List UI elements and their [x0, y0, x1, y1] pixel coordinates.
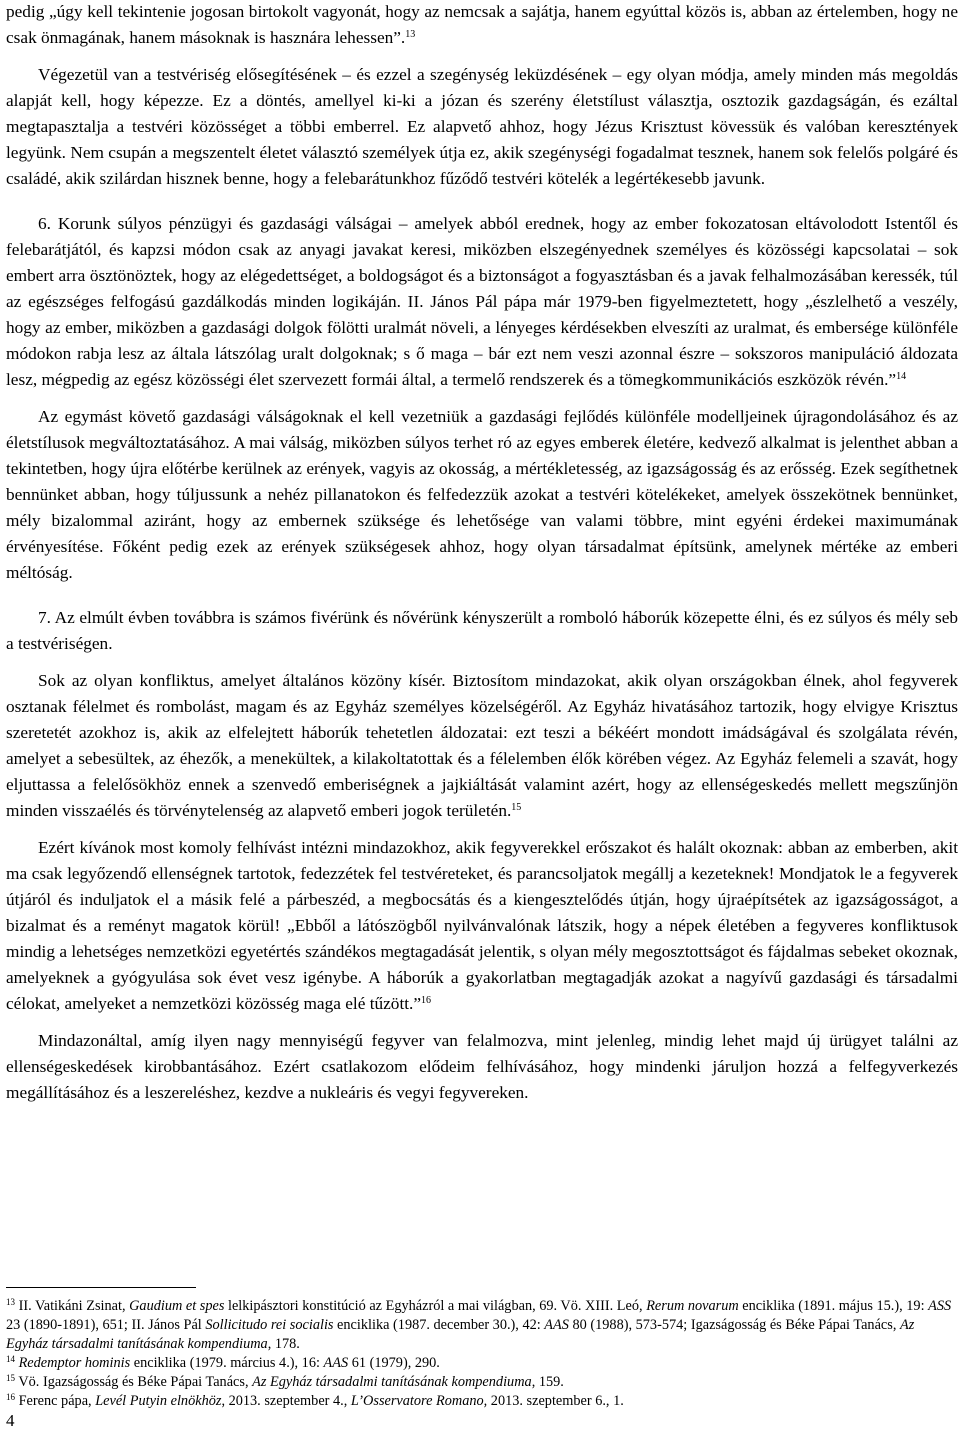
footnote	[6, 1354, 958, 1373]
paragraph-text: 7. Az elmúlt évben továbbra is számos fivérünk és nővérünk kényszerült a romboló háborúk közepette élni, és ez súlyos és mély seb a testvériségen.	[6, 608, 958, 653]
paragraph-text: Sok az olyan konfliktus, amelyet általános közöny kísér. Biztosítom mindazokat, akik olyan országokban élnek, ahol fegyverek osztanak félelmet és rombolást, magam és az Egyház személyes közelségéről. Az Egyház hivatásához tartozik, hogy elvigye Krisztus szeretetét azokhoz is, akik az elfelejtett háborúk tehetetlen áldozatai: ezt teszi a békéért mondott imádságával és szolgálata révén, amelyet a sebesültek, az éhezők, a menekültek, a kilakoltatottak és a félelemben élők körében végez. Az Egyház felemeli a szavát, hogy eljuttassa a felelősökhöz ennek a szenvedő emberiségnek a jajkiáltását valamint azért, hogy az ellenségeskedés mellett megszűnjön minden visszaélés és törvénytelenség az alapvető emberi jogok területén.	[6, 671, 958, 820]
footnote-ref[interactable]: 16	[421, 995, 432, 1006]
footnote-segment: , 2013. szeptember 4.,	[221, 1393, 351, 1409]
footnote-italic-segment: Az Egyház társadalmi tanításának kompendiuma	[252, 1374, 532, 1390]
footnote-number: 16	[6, 1392, 15, 1402]
paragraph	[6, 605, 958, 657]
paragraph-text: Végezetül van a testvériség elősegítésének – és ezzel a szegénység leküzdésének – egy olyan módja, amely minden más megoldás alapját kell, hogy képezze. Ez a döntés, amellyel ki-ki a józan és szerény életstílust választja, osztozik gazdagságán, és ezáltal megtapasztalja a testvéri közösséget a többi emberrel. Ez alapvető ahhoz, hogy Jézus Krisztust kövessük és valóban keresztények legyünk. Nem csupán a megszentelt életet választó személyek útja ez, akik szegénységi fogadalmat tesznek, hanem sok felelős polgáré és családé, akik szilárdan hisznek benne, hogy a felebarátunkhoz fűződő testvéri kötelék a legértékesebb javunk.	[6, 65, 958, 188]
footnote-segment: enciklika (1987. december 30.), 42:	[333, 1317, 545, 1333]
footnote-number: 14	[6, 1354, 15, 1364]
paragraph	[6, 668, 958, 824]
footnote-number: 15	[6, 1373, 15, 1383]
footnote-italic-segment: Az Egyház társadalmi tanításának kompendiuma	[6, 1317, 915, 1352]
footnote-text	[6, 1298, 951, 1352]
paragraph-text: Mindazonáltal, amíg ilyen nagy mennyiségű fegyver van felalmozva, mint jelenleg, mindig lehet majd új ürügyet találni az ellenségeskedések kirobbantásához. Ezért csatlakozom elődeim felhívásához, hogy mindenki járuljon hozzá a felfegyverkezés megállításához és a leszereléshez, kezdve a nukleáris és vegyi fegyvereken.	[6, 1031, 958, 1102]
footnote-italic-segment: ASS	[928, 1298, 952, 1314]
footnote-number: 13	[6, 1297, 15, 1307]
footnote-text	[19, 1393, 624, 1409]
footnote	[6, 1392, 958, 1411]
page-number: 4	[6, 1411, 15, 1430]
paragraph	[6, 211, 958, 393]
footnote-italic-segment: AAS	[544, 1317, 569, 1333]
paragraph-text: Az egymást követő gazdasági válságoknak el kell vezetniük a gazdasági fejlődés különféle modelljeinek újragondolásához és az életstílusok megváltoztatásához. A mai válság, miközben súlyos terhet ró az egyes emberek életére, kedvező alkalmat is jelenthet abban a tekintetben, hogy újra előtérbe kerülnek az erények, vagyis az okosság, a mértékletesség, az igazságosság és az erősség. Ezek segíthetnek bennünket abban, hogy túljussunk a nehéz pillanatokon és felfedezzük azokat a testvéri kötelékeket, amelyek összekötnek bennünket, mély bizalommal aziránt, hogy az embernek szüksége és lehetősége van valami többre, mint egyéni érdekei maximumának érvényesítése. Főként pedig ezek az erények szükségesek ahhoz, hogy olyan társadalmat építsünk, amelynek mértéke az emberi méltóság.	[6, 407, 958, 582]
footnote	[6, 1297, 958, 1354]
footnote-segment: Ferenc pápa,	[18, 1393, 96, 1409]
footnote-divider	[6, 1287, 196, 1288]
footnote-segment: , 159.	[531, 1374, 564, 1390]
footnote-segment: 61 (1979), 290.	[348, 1355, 440, 1371]
paragraph	[6, 0, 958, 51]
footnote	[6, 1373, 958, 1392]
footnote-segment: enciklika (1891. május 15.), 19:	[738, 1298, 929, 1314]
footnote-ref[interactable]: 14	[896, 371, 907, 382]
footnote-italic-segment: Sollicitudo rei socialis	[205, 1317, 334, 1333]
footnote-segment: II. Vatikáni Zsinat,	[18, 1298, 130, 1314]
document-page	[6, 0, 958, 1435]
footnote-segment: 2013. szeptember 6., 1.	[487, 1393, 624, 1409]
footnote-segment: 80 (1988), 573-574; Igazságosság és Béke Pápai Tanács,	[568, 1317, 900, 1333]
footnote-italic-segment: Levél Putyin elnökhöz	[95, 1393, 222, 1409]
paragraph	[6, 404, 958, 586]
paragraph	[6, 1028, 958, 1106]
footnote-text	[19, 1355, 440, 1371]
footnote-text	[18, 1374, 564, 1390]
footnotes	[6, 1297, 958, 1411]
footnote-segment: Vö. Igazságosság és Béke Pápai Tanács,	[18, 1374, 253, 1390]
paragraph-text: pedig „úgy kell tekintenie jogosan birtokolt vagyonát, hogy az nemcsak a sajátja, hanem egyúttal közös is, abban az értelemben, hogy ne csak önmagának, hanem másoknak is hasznára lehessen”.	[6, 2, 958, 47]
footnote-segment: 23 (1890-1891), 651; II. János Pál	[6, 1317, 206, 1333]
paragraph-text: Ezért kívánok most komoly felhívást intézni mindazokhoz, akik fegyverekkel erőszakot és halált okoznak: abban az emberben, akit ma csak legyőzendő ellenségnek tartotok, fedezzétek fel testvéreteket, és parancsoljatok megállj a kezeteknek! Mondjatok le a fegyverek útjáról és induljatok el a másik felé a párbeszéd, a megbocsátás és a kiengesztelődés útján, hogy újraépítsétek az igazságosságot, a bizalmat és a reményt magatok körül! „Ebből a látószögből nyilvánvalónak látszik, hogy a népek életében a fegyveres konfliktusok mindig a lehetséges nemzetközi egyetértés szándékos megtagadását jelentik, s olyan mély megosztottságot és fájdalmas sebeket okoznak, amelyeknek a gyógyulása sok évet vesz igénybe. A háborúk a gyakorlatban megtagadják azokat a nagyívű gazdasági és társadalmi célokat, amelyeket a nemzetközi közösség maga elé tűzött.”	[6, 838, 958, 1013]
footnote-italic-segment: Rerum novarum	[646, 1298, 739, 1314]
footnote-segment: lelkipásztori konstitúció az Egyházról a mai világban, 69. Vö. XIII. Leó,	[224, 1298, 647, 1314]
paragraph	[6, 835, 958, 1017]
footnote-ref[interactable]: 13	[405, 29, 416, 40]
footnote-italic-segment: L’Osservatore Romano,	[350, 1393, 488, 1409]
footnote-italic-segment: AAS	[323, 1355, 349, 1371]
footnote-ref[interactable]: 15	[511, 802, 522, 813]
footnote-segment: enciklika (1979. március 4.), 16:	[130, 1355, 324, 1371]
footnote-italic-segment: Gaudium et spes	[129, 1298, 225, 1314]
footnote-italic-segment: Redemptor hominis	[18, 1355, 131, 1371]
paragraph-text: 6. Korunk súlyos pénzügyi és gazdasági válságai – amelyek abból erednek, hogy az ember fokozatosan eltávolodott Istentől és felebarátjától, és kapzsi módon csak az anyagi javakat keresi, miközben elszegényednek személyes és közösségi kapcsolatai – sok embert arra ösztönöztek, hogy az elégedettséget, a boldogságot és a biztonságot a fogyasztásban és a javak felhalmozásában keressék, túl az egészséges felfogású gazdálkodás minden logikáján. II. János Pál pápa már 1979-ben figyelmeztetett, hogy „észlelhető a veszély, hogy az ember, miközben a gazdasági dolgok fölötti uralmát növeli, a lényeges kérdésekben elveszíti az uralmat, és embersége különféle módokon rabja lesz az általa látszólag uralt dolgoknak; s ő maga – bár ezt nem veszi azonnal észre – sokszoros manipuláció áldozata lesz, mégpedig az egész közösségi élet szervezett formái által, a termelő rendszerek és a tömegkommunikációs eszközök révén.”	[6, 214, 958, 389]
footnote-segment: , 178.	[267, 1336, 300, 1352]
paragraph	[6, 62, 958, 192]
